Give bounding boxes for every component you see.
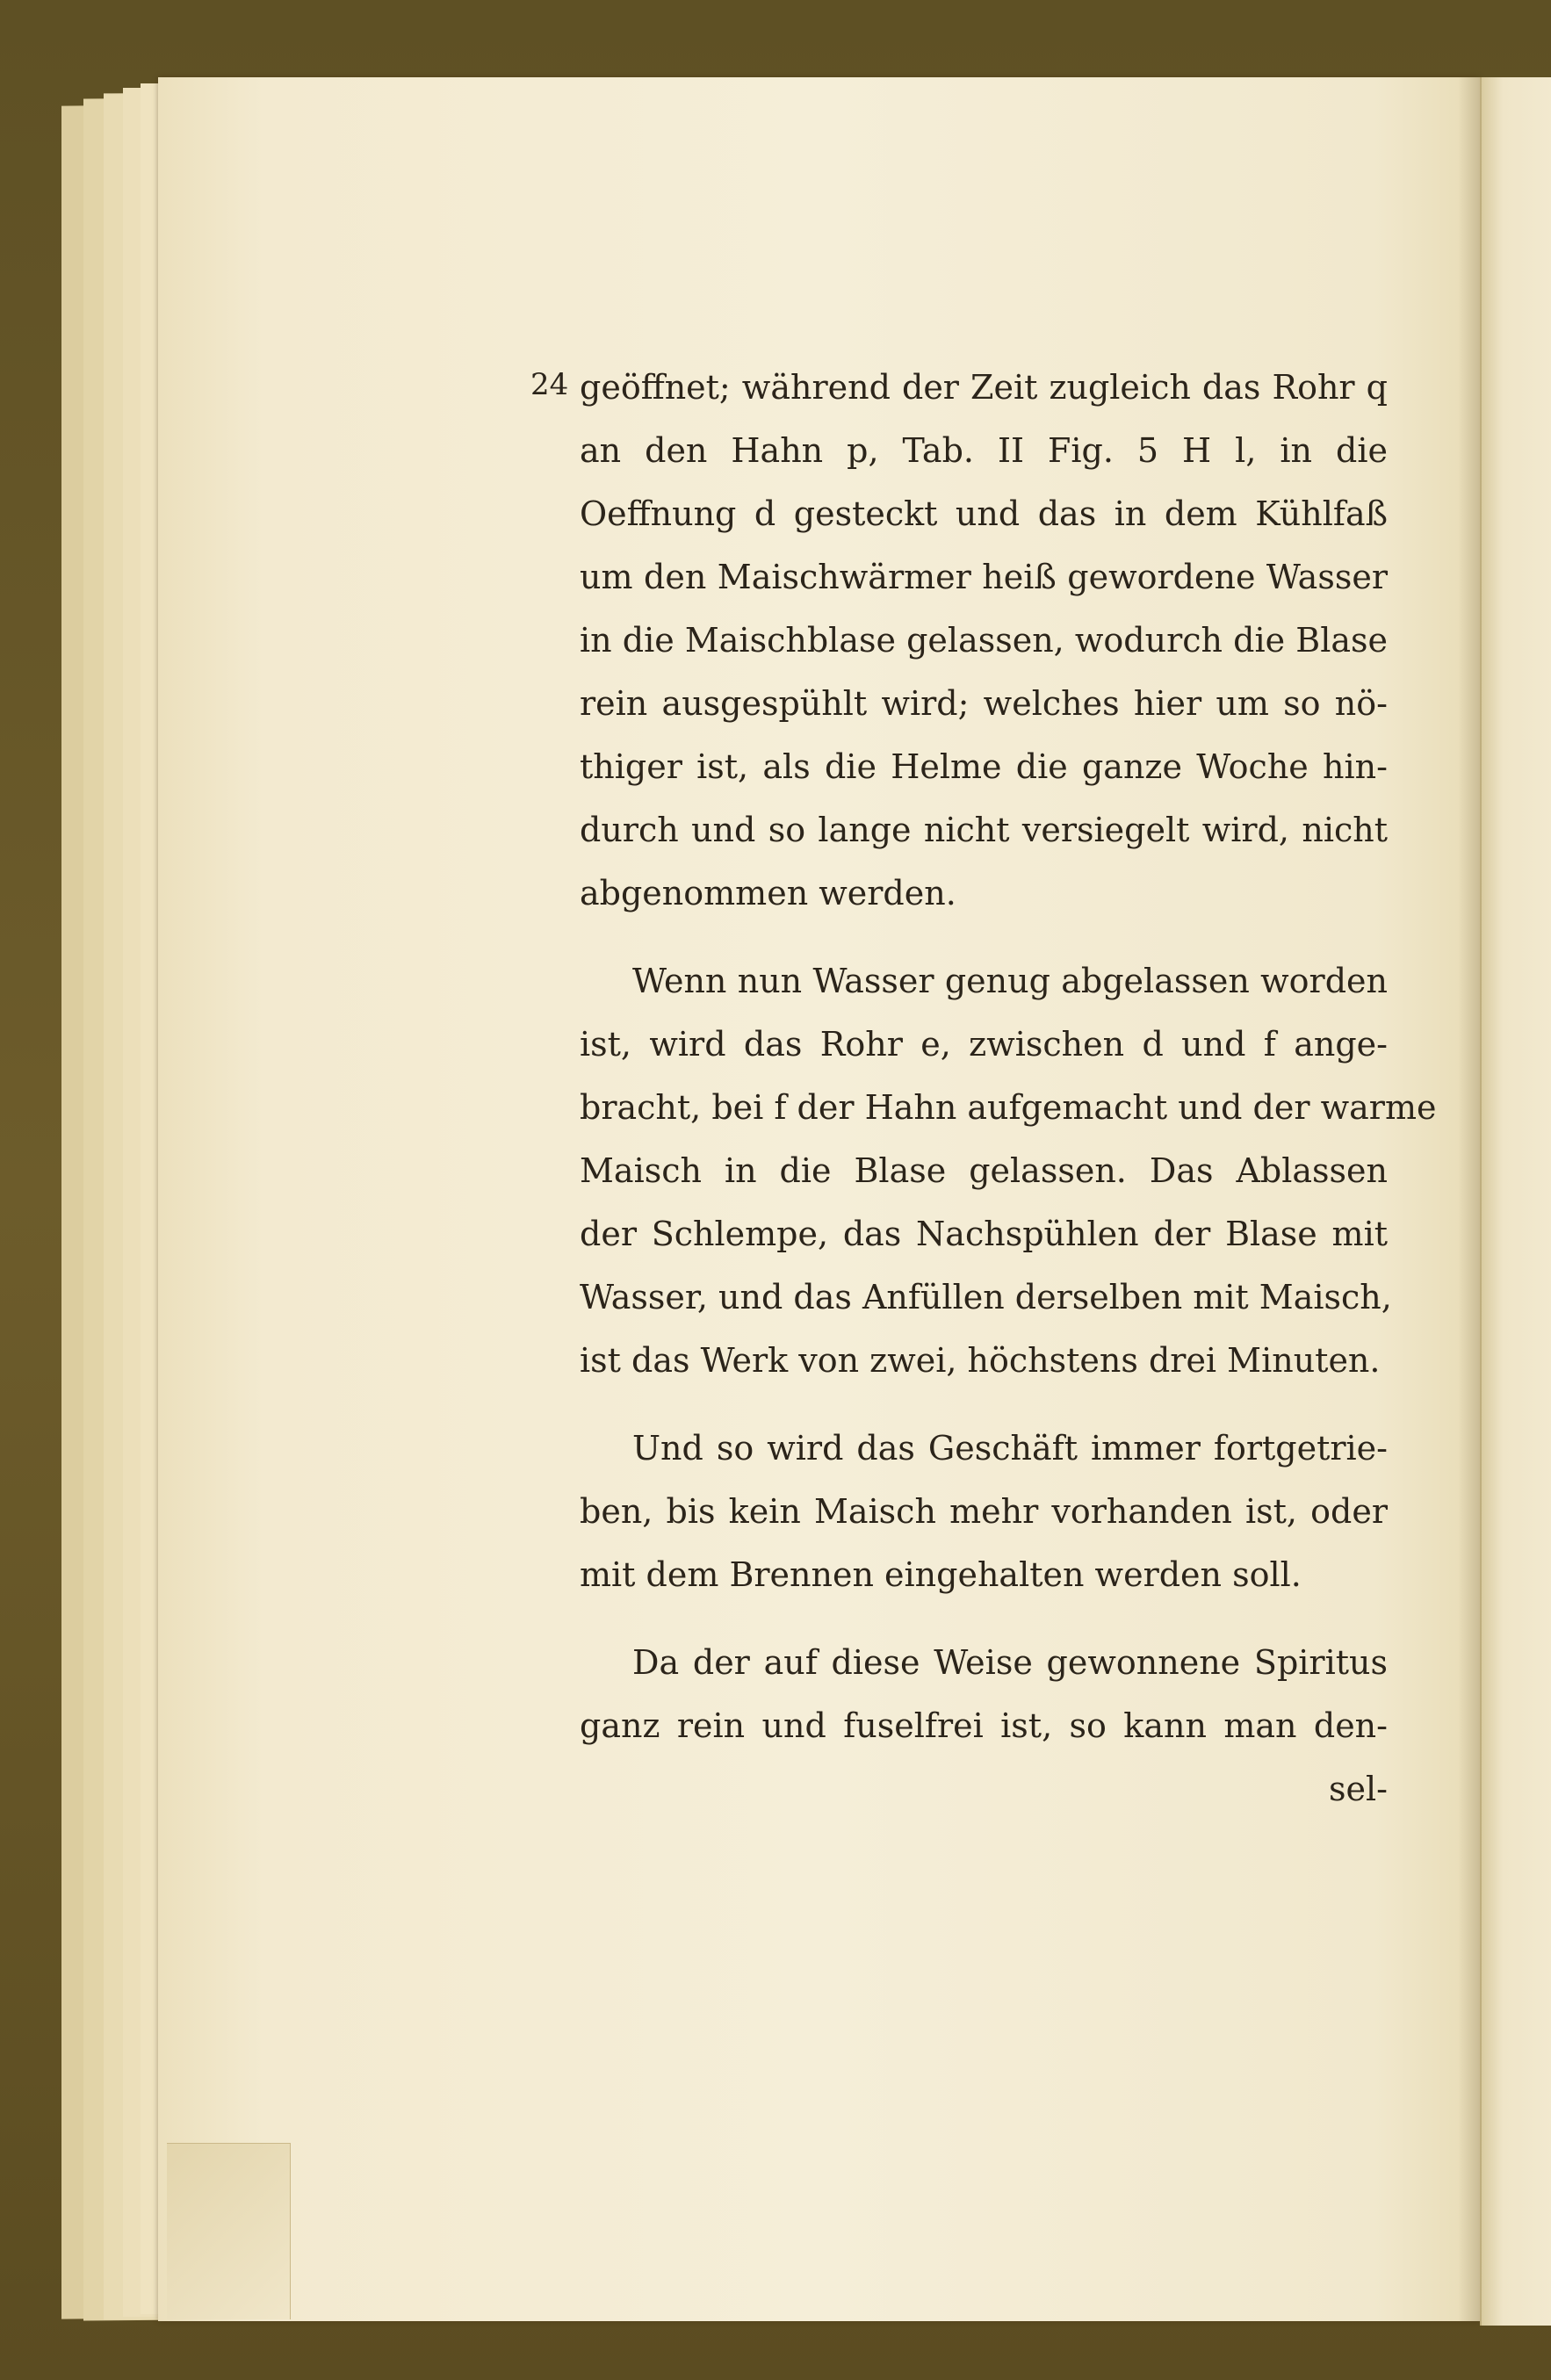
paragraph	[580, 1631, 1388, 1757]
text-line: in die Maischblase gelassen, wodurch die Blase	[580, 621, 1388, 660]
text-line: ist, wird das Rohr e, zwischen d und f ange-	[580, 1025, 1388, 1064]
paragraph	[580, 949, 1437, 1392]
text-line: Oeffnung d gesteckt und das in dem Kühlfaß	[580, 494, 1388, 533]
text-line: mit dem Brennen eingehalten werden soll.	[580, 1555, 1302, 1594]
text-line: durch und so lange nicht versiegelt wird, nicht	[580, 811, 1388, 849]
text-line: geöffnet; während der Zeit zugleich das Rohr q	[580, 368, 1388, 407]
page-number: 24	[530, 367, 569, 402]
text-line: an den Hahn p, Tab. II Fig. 5 H l, in die	[580, 431, 1388, 470]
text-line: Wasser, und das Anfüllen derselben mit Maisch,	[580, 1278, 1392, 1316]
text-line: bracht, bei f der Hahn aufgemacht und der warme	[580, 1088, 1437, 1127]
text-line: ist das Werk von zwei, höchstens drei Minuten.	[580, 1341, 1381, 1380]
text-line: rein ausgespühlt wird; welches hier um so nö-	[580, 684, 1388, 723]
page-body	[580, 356, 1437, 1821]
paragraph-gap	[580, 1392, 1388, 1417]
facing-page-edge	[1480, 77, 1551, 2326]
catchword: sel-	[1329, 1770, 1388, 1808]
text-line: Wenn nun Wasser genug abgelassen worden	[632, 962, 1388, 1000]
text-line: Da der auf diese Weise gewonnene Spiritus	[632, 1643, 1388, 1682]
text-line: abgenommen werden.	[580, 874, 956, 912]
text-line: ben, bis kein Maisch mehr vorhanden ist, oder	[580, 1492, 1388, 1531]
paragraph	[580, 356, 1388, 925]
text-line: ganz rein und fuselfrei ist, so kann man den-	[580, 1706, 1388, 1745]
corner-fold	[167, 2143, 291, 2319]
paragraph-gap	[580, 925, 1388, 949]
text-line: Maisch in die Blase gelassen. Das Ablassen	[580, 1151, 1388, 1190]
text-line: thiger ist, als die Helme die ganze Woche hin-	[580, 747, 1388, 786]
text-line: der Schlempe, das Nachspühlen der Blase mit	[580, 1215, 1388, 1253]
paragraph	[580, 1417, 1388, 1606]
text-line: Und so wird das Geschäft immer fortgetrie-	[632, 1429, 1388, 1468]
text-line: um den Maischwärmer heiß gewordene Wasser	[580, 558, 1388, 596]
paragraph-gap	[580, 1606, 1388, 1631]
